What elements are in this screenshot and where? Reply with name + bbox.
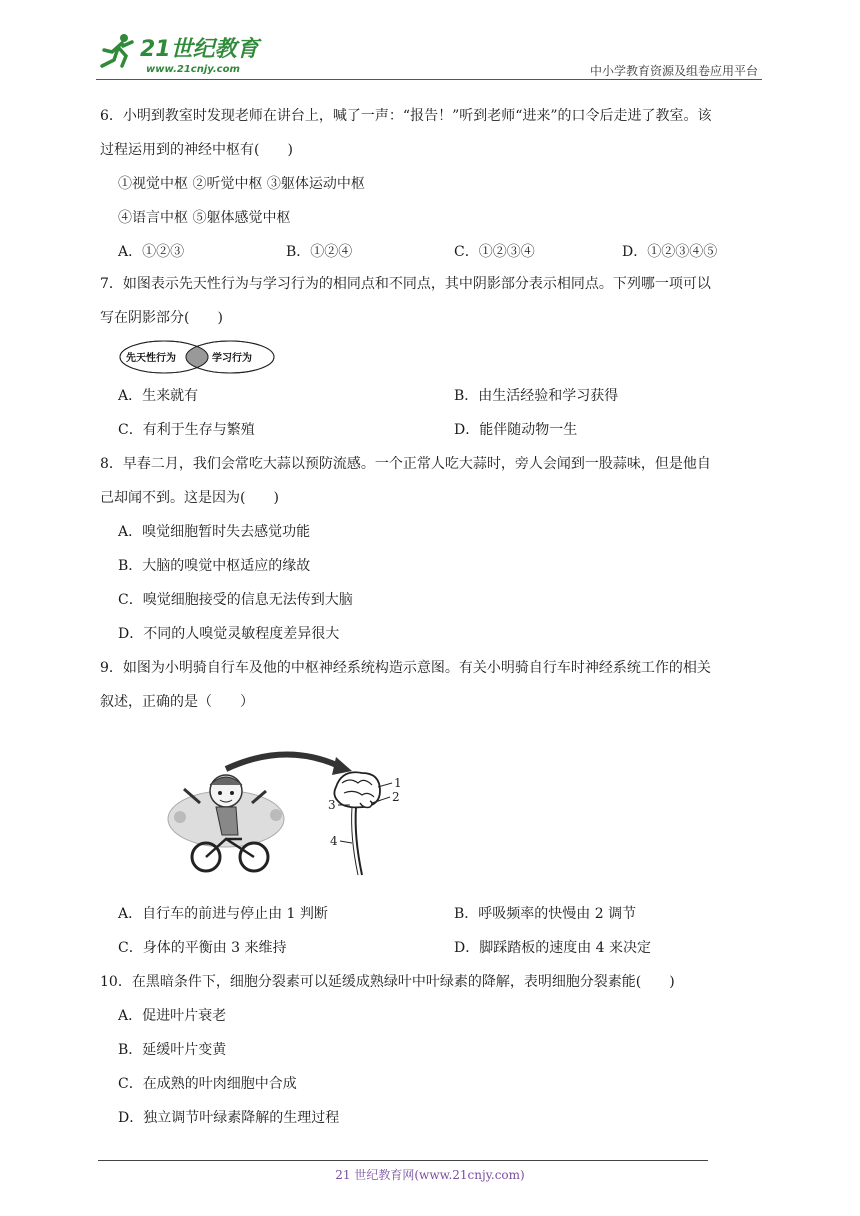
q10-option-b: B．延缓叶片变黄 xyxy=(118,1042,227,1058)
q9-option-d: D．脚踩踏板的速度由 4 来决定 xyxy=(454,940,652,956)
cyclist-brain-figure xyxy=(166,747,406,877)
q6-option-c: C．①②③④ xyxy=(454,244,535,260)
logo-url: www.21cnjy.com xyxy=(146,64,240,75)
footer-text[interactable]: 21 世纪教育网(www.21cnjy.com) xyxy=(335,1168,525,1182)
footer-divider xyxy=(98,1160,708,1161)
q6-option-b: B．①②④ xyxy=(286,244,353,260)
label-4: 4 xyxy=(330,834,338,848)
q7-option-d: D．能伴随动物一生 xyxy=(454,422,578,438)
brain-spinal-cord-diagram xyxy=(328,772,402,875)
q8-stem-line2: 己却闻不到。这是因为( ) xyxy=(100,490,279,506)
q6-sub2: ④语言中枢 ⑤躯体感觉中枢 xyxy=(118,210,291,226)
q9-stem-line2: 叙述，正确的是（ ） xyxy=(100,694,254,710)
header-divider xyxy=(96,79,762,80)
logo-text: 21世纪教育 xyxy=(140,37,259,62)
venn-left-label: 先天性行为 xyxy=(126,353,176,364)
venn-right-label: 学习行为 xyxy=(212,353,252,364)
q6-stem-line2: 过程运用到的神经中枢有( ) xyxy=(100,142,293,158)
venn-diagram xyxy=(118,339,278,375)
q10-option-c: C．在成熟的叶肉细胞中合成 xyxy=(118,1076,297,1092)
q10-stem-line1: 10．在黑暗条件下，细胞分裂素可以延缓成熟绿叶中叶绿素的降解，表明细胞分裂素能( ) xyxy=(100,974,675,990)
page-header xyxy=(96,30,762,80)
cyclist-illustration xyxy=(168,775,284,871)
q8-option-b: B．大脑的嗅觉中枢适应的缘故 xyxy=(118,558,311,574)
q9-option-c: C．身体的平衡由 3 来维持 xyxy=(118,940,287,956)
q8-option-d: D．不同的人嗅觉灵敏程度差异很大 xyxy=(118,626,340,642)
q8-stem-line1: 8．早春二月，我们会常吃大蒜以预防流感。一个正常人吃大蒜时，旁人会闻到一股蒜味，但是他自 xyxy=(100,456,711,472)
q7-stem-line2: 写在阴影部分( ) xyxy=(100,310,223,326)
runner-icon xyxy=(102,34,132,66)
q6-option-d: D．①②③④⑤ xyxy=(622,244,718,260)
q10-option-d: D．独立调节叶绿素降解的生理过程 xyxy=(118,1110,340,1126)
q6-stem-line1: 6．小明到教室时发现老师在讲台上，喊了一声：“报告！”听到老师“进来”的口令后走进了教室。该 xyxy=(100,108,712,124)
label-1: 1 xyxy=(394,776,402,790)
q7-stem-line1: 7．如图表示先天性行为与学习行为的相同点和不同点，其中阴影部分表示相同点。下列哪一项可以 xyxy=(100,276,711,292)
curved-arrow-icon xyxy=(226,754,341,769)
q7-option-c: C．有利于生存与繁殖 xyxy=(118,422,255,438)
q9-stem-line1: 9．如图为小明骑自行车及他的中枢神经系统构造示意图。有关小明骑自行车时神经系统工作的相关 xyxy=(100,660,711,676)
q7-option-a: A．生来就有 xyxy=(118,388,199,404)
platform-name: 中小学教育资源及组卷应用平台 xyxy=(589,64,758,78)
logo xyxy=(96,30,266,78)
q6-option-a: A．①②③ xyxy=(118,244,185,260)
q8-option-a: A．嗅觉细胞暂时失去感觉功能 xyxy=(118,524,311,540)
q9-option-b: B．呼吸频率的快慢由 2 调节 xyxy=(454,906,637,922)
q6-sub1: ①视觉中枢 ②听觉中枢 ③躯体运动中枢 xyxy=(118,176,365,192)
label-3: 3 xyxy=(328,798,336,812)
label-2: 2 xyxy=(392,790,400,804)
q10-option-a: A．促进叶片衰老 xyxy=(118,1008,227,1024)
q7-option-b: B．由生活经验和学习获得 xyxy=(454,388,619,404)
q9-option-a: A．自行车的前进与停止由 1 判断 xyxy=(118,906,328,922)
q8-option-c: C．嗅觉细胞接受的信息无法传到大脑 xyxy=(118,592,353,608)
